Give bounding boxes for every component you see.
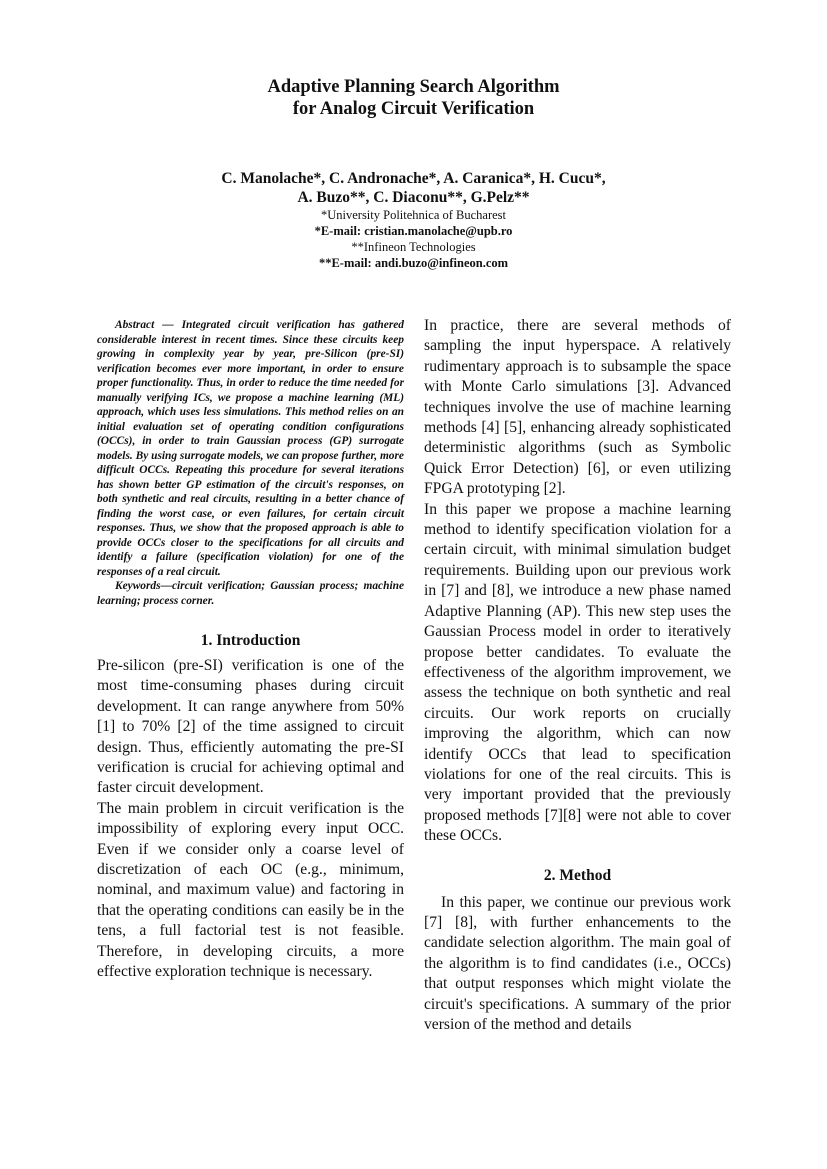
right-column: [424, 316, 731, 1035]
intro-paragraph-1: Pre-silicon (pre-SI) verification is one of the most time-consuming phases during circuit development. It can range anywhere from 50% [1] to 70% [2] of the time assigned to circuit design. Thus, efficiently automating the pre-SI verification is crucial for achieving optimal and faster circuit development.: [97, 657, 404, 797]
section-heading-method: 2. Method: [543, 866, 612, 884]
author-list: [0, 169, 827, 207]
affiliations: [0, 207, 827, 271]
email-2: **E-mail: andi.buzo@infineon.com: [318, 256, 509, 270]
title-line-2: for Analog Circuit Verification: [292, 99, 535, 119]
affiliation-1: *University Politehnica of Bucharest: [320, 208, 507, 222]
authors-line-2: A. Buzo**, C. Diaconu**, G.Pelz**: [297, 189, 530, 206]
intro-paragraph-3: In practice, there are several methods of sampling the input hyperspace. A relatively rudimentary approach is to subsample the space with Monte Carlo simulations [3]. Advanced techniques involve the use of machine learning methods [4] [5], enhancing already sophisticated deterministic algorithms (such as Symbolic Quick Error Detection) [6], or even utilizing FPGA prototyping [2].: [424, 317, 731, 498]
intro-paragraph-4: In this paper we propose a machine learning method to identify specification violation for a certain circuit, with minimal simulation budget requirements. Building upon our previous work in [7] and [8], we introduce a new phase named Adaptive Planning (AP). This new step uses the Gaussian Process model in order to iteratively propose better candidates. To evaluate the effectiveness of the algorithm improvement, we assess the technique on both synthetic and real circuits. Our work reports on crucially improving the algorithm, which can now identify OCCs that lead to specification violations for one of the real circuits. This is very important provided that the previously proposed methods [7][8] were not able to cover these OCCs.: [424, 500, 731, 845]
email-1: *E-mail: cristian.manolache@upb.ro: [314, 224, 513, 238]
method-paragraph-1: In this paper, we continue our previous work [7] [8], with further enhancements to the candidate selection algorithm. The main goal of the algorithm is to find candidates (i.e., OCCs) that output responses which might violate the circuit's specifications. A summary of the prior version of the method and details: [424, 893, 731, 1033]
section-heading-introduction: 1. Introduction: [200, 632, 301, 649]
intro-paragraph-2: The main problem in circuit verification is the impossibility of exploring every input OCC. Even if we consider only a coarse level of discretization of each OC (e.g., minimum, nominal, and maximum value) and factoring in that the operating conditions can easily be in the tens, a full factorial test is not feasible. Therefore, in developing circuits, a more effective exploration technique is necessary.: [97, 799, 404, 981]
title-line-1: Adaptive Planning Search Algorithm: [267, 77, 560, 97]
keywords: Keywords—circuit verification; Gaussian process; machine learning; process corner.: [97, 580, 404, 607]
paper-title: [0, 76, 827, 120]
abstract: Abstract — Integrated circuit verification has gathered considerable interest in recent times. Since these circuits keep growing in complexity year by year, pre-Silicon (pre-SI) verification becomes ever more important, in order to ensure proper functionality. Thus, in order to reduce the time needed for manually verifying ICs, we propose a machine learning (ML) approach, which uses less simulations. This method relies on an initial evaluation set of operating condition configurations (OCCs), in order to train Gaussian process (GP) surrogate models. By using surrogate models, we can propose further, more difficult OCCs. Repeating this procedure for several iterations has shown better GP estimation of the circuit's responses, on both synthetic and real circuits, resulting in a better chance of finding the worst case, or even failures, for certain circuit responses. Thus, we show that the proposed approach is able to provide OCCs closer to the specifications for all circuits and identify a failure (specification violation) for one of the responses of a real circuit.: [97, 319, 404, 578]
authors-line-1: C. Manolache*, C. Andronache*, A. Caranica*, H. Cucu*,: [221, 170, 606, 187]
affiliation-2: **Infineon Technologies: [351, 240, 476, 254]
left-column: [97, 318, 404, 983]
